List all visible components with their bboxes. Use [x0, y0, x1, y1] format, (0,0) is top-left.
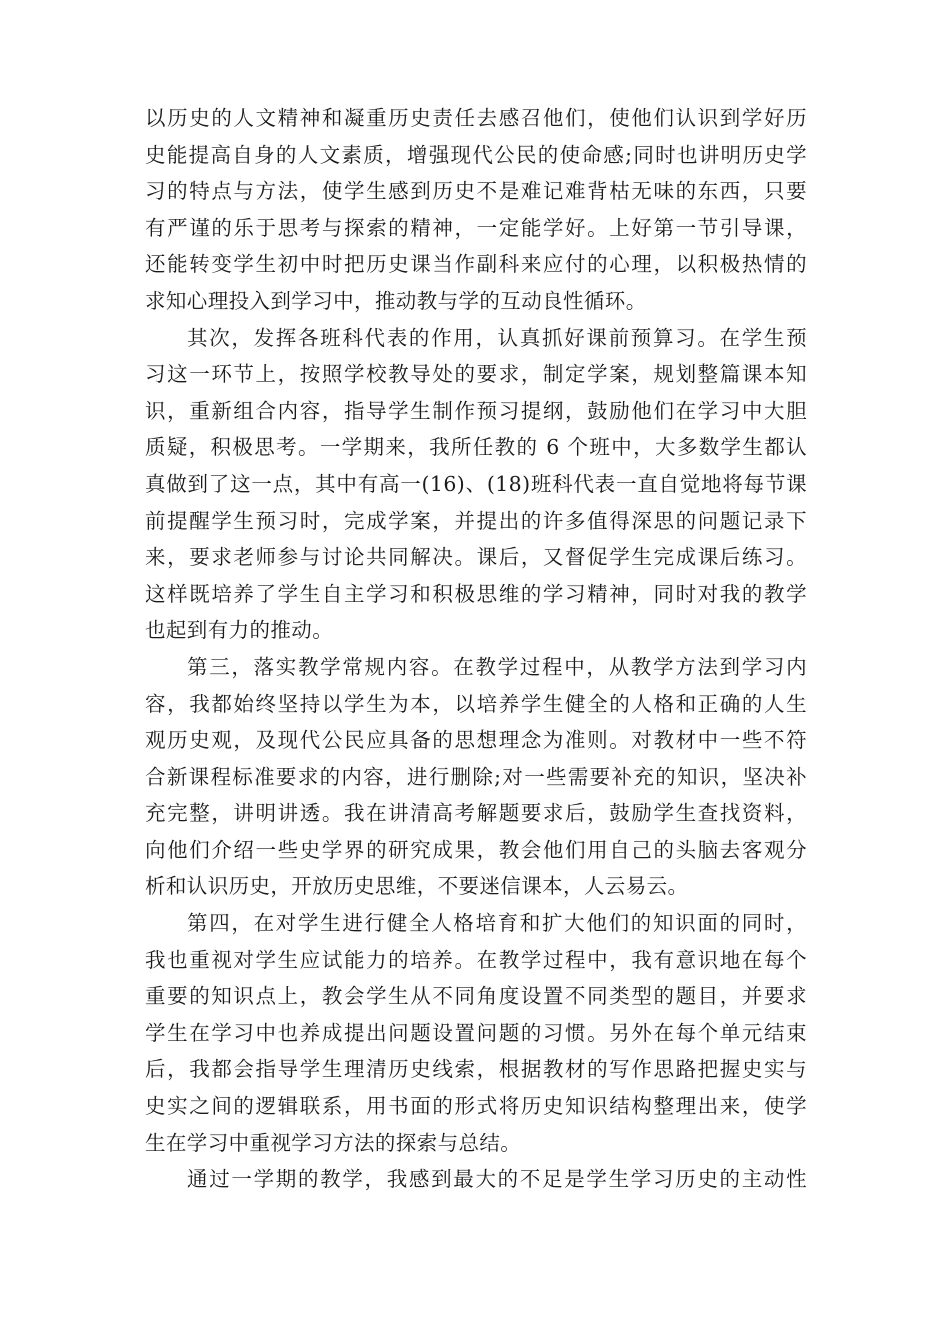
text-line: 以历史的人文精神和凝重历史责任去感召他们，使他们认识到学好历: [145, 106, 807, 130]
text-line: 后，我都会指导学生理清历史线索，根据教材的写作思路把握史实与: [145, 1057, 807, 1082]
text-line: 也起到有力的推动。: [145, 618, 334, 643]
text-line: 史实之间的逻辑联系，用书面的形式将历史知识结构整理出来，使学: [145, 1094, 807, 1119]
paragraph: [145, 649, 807, 905]
text-line: 合新课程标准要求的内容，进行删除;对一些需要补充的知识，坚决补: [145, 764, 807, 789]
text-line: 其次，发挥各班科代表的作用，认真抓好课前预算习。在学生预: [187, 325, 807, 350]
text-line: 真做到了这一点，其中有高一(16)、(18)班科代表一直自觉地将每节课: [145, 471, 807, 496]
text-line: 向他们介绍一些史学界的研究成果，教会他们用自己的头脑去客观分: [145, 837, 807, 862]
text-line: 有严谨的乐于思考与探索的精神，一定能学好。上好第一节引导课，: [145, 215, 807, 240]
text-line: 生在学习中重视学习方法的探索与总结。: [145, 1130, 522, 1155]
text-line: 第三，落实教学常规内容。在教学过程中，从教学方法到学习内: [187, 654, 807, 679]
paragraph: [145, 320, 807, 649]
text-line: 求知心理投入到学习中，推动教与学的互动良性循环。: [145, 288, 647, 313]
paragraph: [145, 1161, 807, 1198]
text-line: 重要的知识点上，教会学生从不同角度设置不同类型的题目，并要求: [145, 984, 807, 1009]
text-line: 析和认识历史，开放历史思维，不要迷信课本，人云易云。: [145, 874, 689, 899]
text-line: 第四，在对学生进行健全人格培育和扩大他们的知识面的同时，: [187, 911, 807, 936]
text-line: 识，重新组合内容，指导学生制作预习提纲，鼓励他们在学习中大胆: [145, 398, 807, 423]
text-line: 质疑，积极思考。一学期来，我所任教的 6 个班中，大多数学生都认: [145, 435, 807, 460]
paragraph: [145, 100, 807, 320]
text-line: 习这一环节上，按照学校教导处的要求，制定学案，规划整篇课本知: [145, 362, 807, 387]
text-line: 还能转变学生初中时把历史课当作副科来应付的心理，以积极热情的: [145, 252, 807, 277]
text-line: 充完整，讲明讲透。我在讲清高考解题要求后，鼓励学生查找资料，: [145, 801, 807, 826]
text-line: 观历史观，及现代公民应具备的思想理念为准则。对教材中一些不符: [145, 728, 807, 753]
text-line: 习的特点与方法，使学生感到历史不是难记难背枯无味的东西，只要: [145, 179, 807, 204]
text-line: 学生在学习中也养成提出问题设置问题的习惯。另外在每个单元结束: [145, 1020, 807, 1045]
document-body: [145, 100, 807, 1198]
text-line: 我也重视对学生应试能力的培养。在教学过程中，我有意识地在每个: [145, 947, 807, 972]
text-line: 前提醒学生预习时，完成学案，并提出的许多值得深思的问题记录下: [145, 508, 807, 533]
text-line: 史能提高自身的人文素质，增强现代公民的使命感;同时也讲明历史学: [145, 142, 807, 167]
text-line: 容，我都始终坚持以学生为本，以培养学生健全的人格和正确的人生: [145, 691, 807, 716]
paragraph: [145, 905, 807, 1161]
text-line: 通过一学期的教学，我感到最大的不足是学生学习历史的主动性: [187, 1167, 807, 1192]
text-line: 来，要求老师参与讨论共同解决。课后，又督促学生完成课后练习。: [145, 545, 807, 570]
text-line: 这样既培养了学生自主学习和积极思维的学习精神，同时对我的教学: [145, 581, 807, 606]
